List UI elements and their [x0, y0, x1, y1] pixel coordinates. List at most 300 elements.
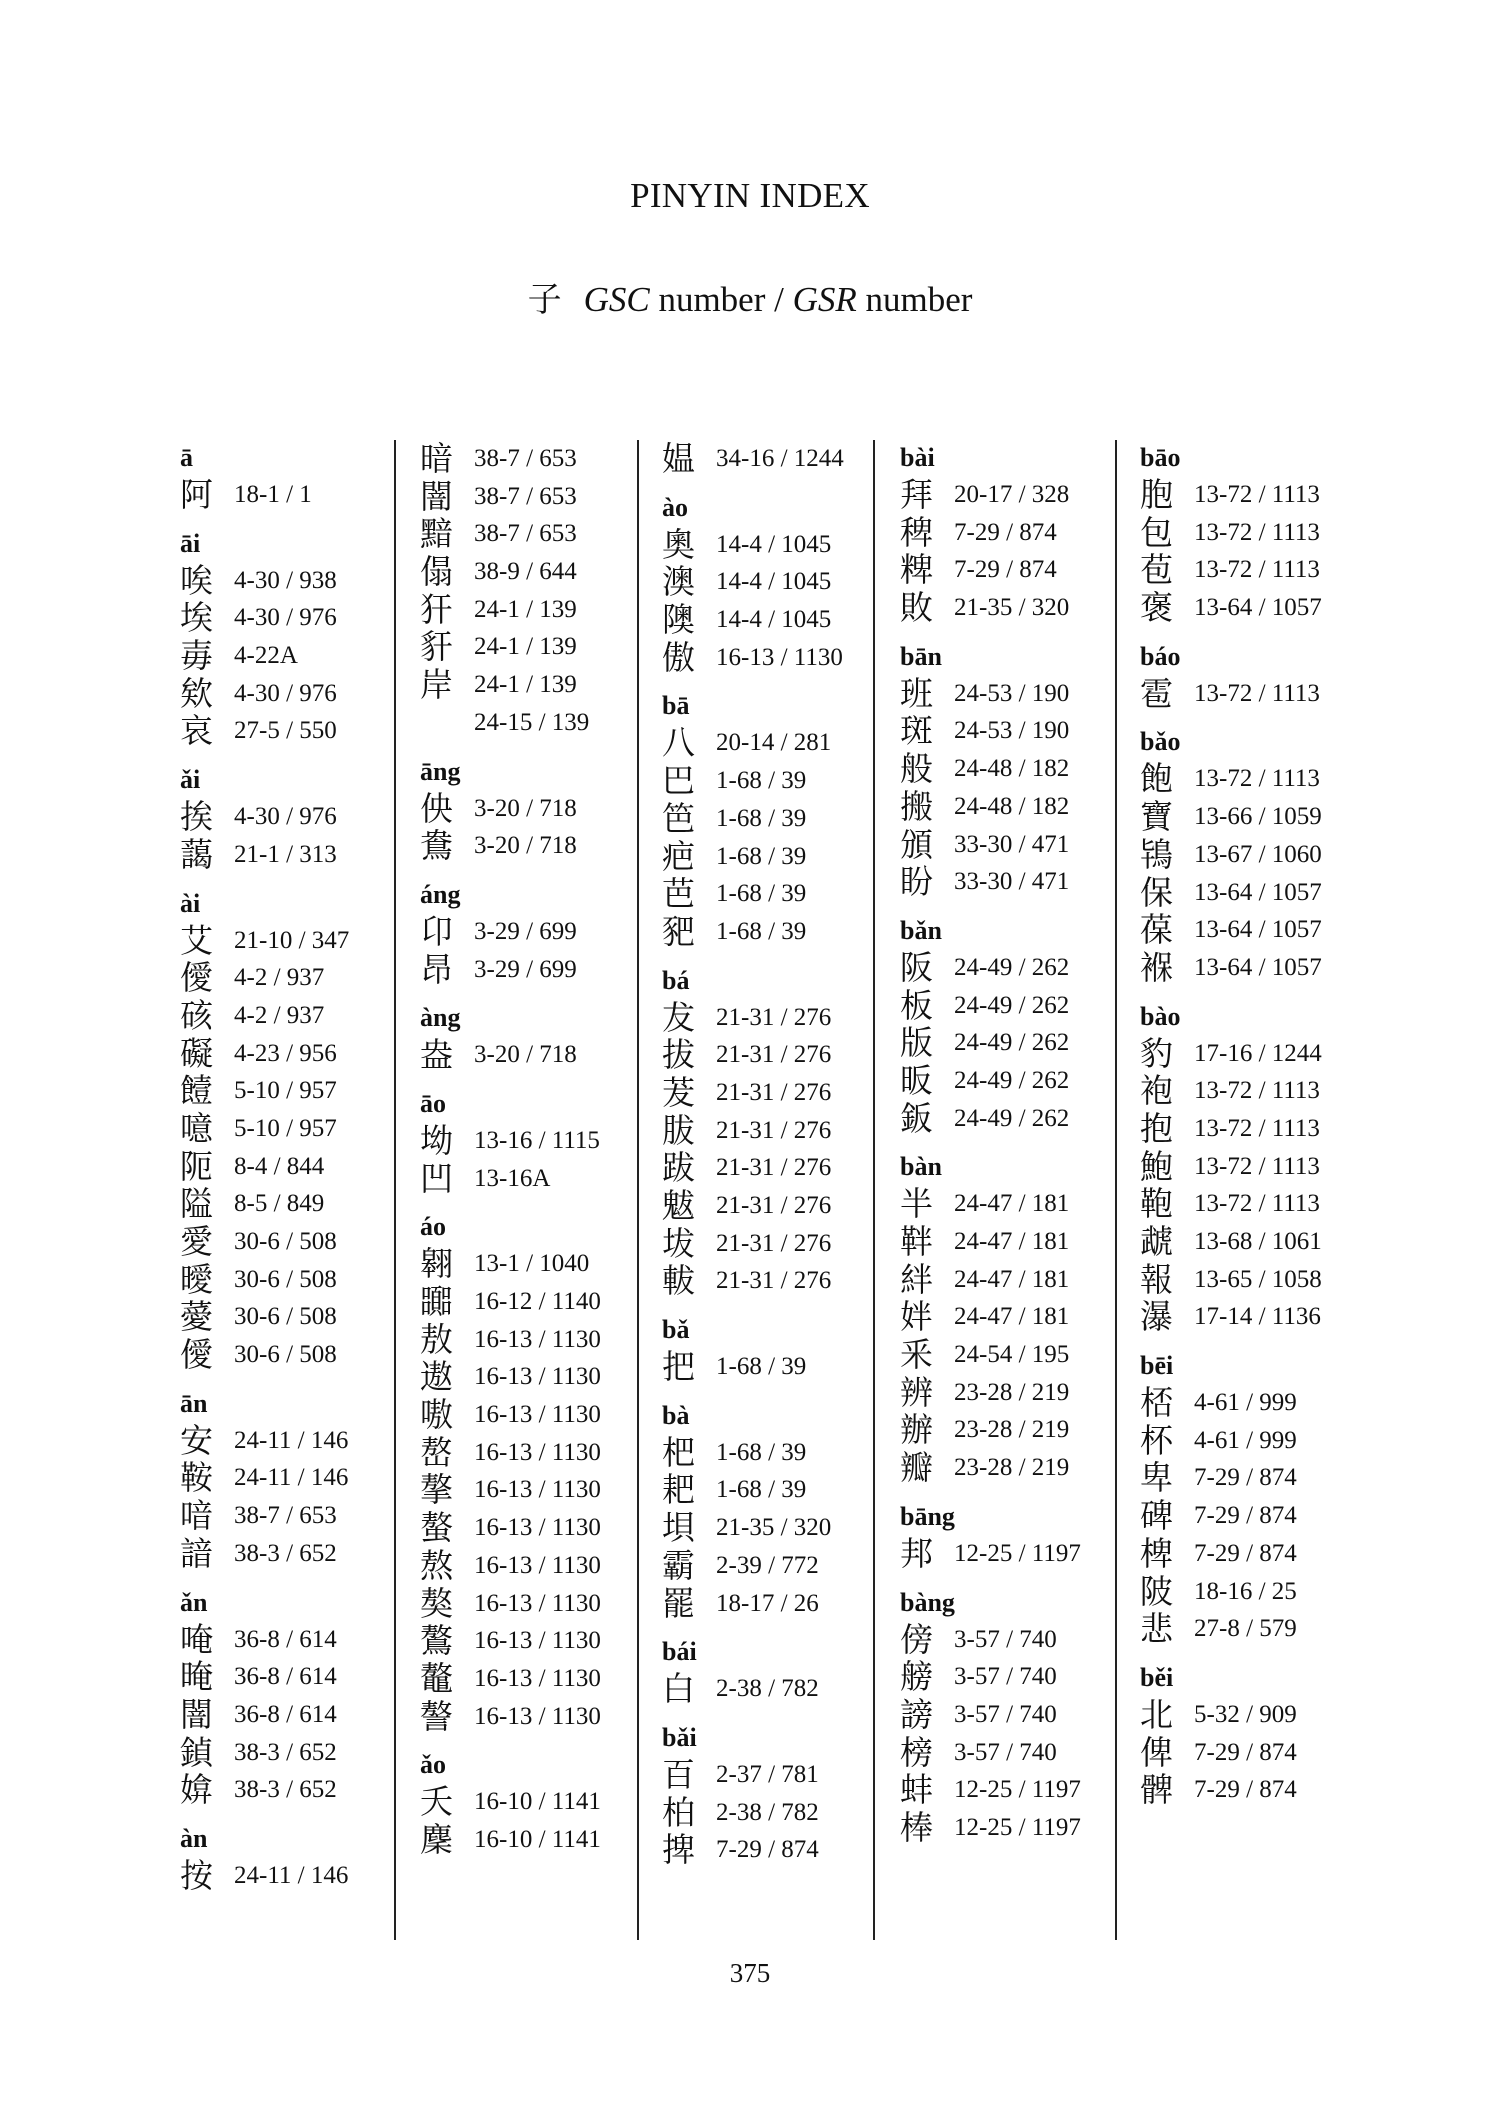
- gsc-gsr-reference: 13-72 / 1113: [1194, 1114, 1320, 1142]
- gsc-gsr-reference: 24-11 / 146: [234, 1464, 349, 1492]
- gsc-gsr-reference: 38-3 / 652: [234, 1738, 337, 1766]
- gsc-gsr-reference: 38-7 / 653: [474, 520, 577, 548]
- index-entry: [1140, 1148, 1360, 1186]
- index-entry: [1140, 476, 1360, 514]
- index-entry: [1140, 1696, 1360, 1734]
- gsc-gsr-reference: 24-47 / 181: [954, 1190, 1070, 1218]
- index-entry: [662, 440, 872, 478]
- index-entry: [900, 1062, 1110, 1100]
- pinyin-heading: ǎn: [180, 1587, 208, 1617]
- gsc-gsr-reference: 2-37 / 781: [716, 1760, 819, 1788]
- gsc-gsr-reference: 4-30 / 976: [234, 679, 337, 707]
- index-entry: [662, 526, 872, 564]
- index-entry: [420, 1585, 630, 1623]
- index-entry: [420, 440, 630, 478]
- index-entry: [180, 1658, 390, 1696]
- gsr-label: GSR: [792, 280, 857, 319]
- character: 笆: [662, 798, 695, 838]
- index-entry: [420, 1471, 630, 1509]
- gsc-gsr-reference: 27-8 / 579: [1194, 1615, 1297, 1643]
- index-entry: [180, 997, 390, 1035]
- index-entry: [180, 1771, 390, 1809]
- index-entry: [420, 1821, 630, 1859]
- gsc-gsr-reference: 4-30 / 976: [234, 604, 337, 632]
- gsc-gsr-reference: 24-48 / 182: [954, 755, 1070, 783]
- pinyin-heading: āng: [420, 756, 461, 786]
- character: 白: [662, 1669, 695, 1709]
- pinyin-heading: bái: [662, 1637, 697, 1667]
- pinyin-heading: àng: [420, 1003, 461, 1033]
- character: 唵: [180, 1619, 213, 1659]
- gsc-gsr-reference: 23-28 / 219: [954, 1378, 1070, 1406]
- character: 杯: [1140, 1420, 1173, 1460]
- character: 報: [1140, 1259, 1173, 1299]
- pinyin-heading: āi: [180, 528, 201, 558]
- gsc-gsr-reference: 24-47 / 181: [954, 1265, 1070, 1293]
- index-entry: [1140, 911, 1360, 949]
- character: 藹: [180, 834, 213, 874]
- character: 拜: [900, 475, 933, 514]
- gsc-gsr-reference: 7-29 / 874: [1194, 1539, 1297, 1567]
- gsc-gsr-reference: 13-72 / 1113: [1194, 1152, 1320, 1180]
- index-entry: [420, 827, 630, 865]
- gsc-gsr-reference: 16-13 / 1130: [474, 1476, 601, 1504]
- character: 耙: [662, 1470, 695, 1510]
- character: 版: [900, 1023, 933, 1063]
- character: 傲: [662, 637, 695, 677]
- character: 傝: [420, 552, 453, 592]
- index-entry: [900, 1261, 1110, 1299]
- character: 饐: [180, 1071, 213, 1111]
- gsc-gsr-reference: 3-20 / 718: [474, 794, 577, 822]
- index-entry: [1140, 1459, 1360, 1497]
- index-entry: [420, 1783, 630, 1821]
- index-entry: [662, 1036, 872, 1074]
- character: 遨: [420, 1357, 453, 1397]
- character: 邦: [900, 1533, 933, 1573]
- gsc-gsr-reference: 33-30 / 471: [954, 868, 1070, 896]
- index-entry: [420, 1698, 630, 1736]
- index-column-5: [1140, 440, 1360, 1940]
- character: 曖: [180, 1259, 213, 1299]
- character: 奧: [662, 524, 695, 564]
- index-entry: [662, 800, 872, 838]
- gsc-gsr-reference: 4-2 / 937: [234, 964, 325, 992]
- character: 闇: [180, 1694, 213, 1734]
- gsc-gsr-reference: 24-49 / 262: [954, 1066, 1070, 1094]
- pinyin-heading: àn: [180, 1823, 208, 1853]
- character: 垻: [662, 1508, 695, 1548]
- index-entry: [900, 1185, 1110, 1223]
- index-entry: [420, 1396, 630, 1434]
- character: 暗: [420, 439, 453, 478]
- index-entry: [1140, 760, 1360, 798]
- character: 敖: [420, 1319, 453, 1359]
- character: 按: [180, 1855, 213, 1895]
- gsc-gsr-reference: 24-49 / 262: [954, 1104, 1070, 1132]
- character: 僾: [180, 958, 213, 998]
- character: 欸: [180, 673, 213, 713]
- character: 艾: [180, 920, 213, 960]
- pinyin-heading: bài: [900, 443, 935, 472]
- index-entry: [180, 922, 390, 960]
- index-entry: [420, 1283, 630, 1321]
- gsc-gsr-reference: 14-4 / 1045: [716, 530, 832, 558]
- index-entry: [420, 1358, 630, 1396]
- gsc-gsr-reference: 21-31 / 276: [716, 1192, 832, 1219]
- character: 釆: [900, 1335, 933, 1375]
- index-entry: [900, 987, 1110, 1025]
- character: 凹: [420, 1158, 453, 1198]
- index-entry: [1140, 1422, 1360, 1460]
- index-entry: [662, 838, 872, 876]
- gsc-gsr-reference: 24-47 / 181: [954, 1228, 1070, 1255]
- gsc-gsr-reference: 30-6 / 508: [234, 1303, 337, 1331]
- index-entry: [420, 1660, 630, 1698]
- character: 阿: [180, 475, 213, 514]
- index-column-1: [180, 440, 390, 1940]
- gsc-gsr-reference: 24-1 / 139: [474, 633, 577, 661]
- character: 鼇: [420, 1658, 453, 1698]
- pinyin-heading: bā: [662, 691, 690, 721]
- gsc-gsr-reference: 16-13 / 1130: [474, 1363, 601, 1391]
- index-entry: [1140, 1035, 1360, 1073]
- index-entry: [1140, 949, 1360, 987]
- pinyin-heading: báo: [1140, 641, 1181, 671]
- gsc-gsr-reference: 24-48 / 182: [954, 792, 1070, 820]
- gsc-gsr-reference: 21-31 / 276: [716, 1229, 832, 1257]
- gsc-gsr-reference: 13-16 / 1115: [474, 1126, 600, 1154]
- character: 嚻: [420, 1282, 453, 1321]
- gsc-gsr-reference: 16-13 / 1130: [716, 643, 843, 671]
- pinyin-heading: ài: [180, 888, 201, 918]
- gsc-gsr-reference: 21-1 / 313: [234, 840, 337, 868]
- gsc-gsr-reference: 12-25 / 1197: [954, 1813, 1081, 1841]
- index-entry: [1140, 514, 1360, 552]
- index-entry: [662, 1509, 872, 1547]
- character: 姅: [900, 1297, 933, 1337]
- character: 抱: [1140, 1108, 1173, 1148]
- index-entry: [662, 875, 872, 913]
- gsc-gsr-reference: 34-16 / 1244: [716, 445, 844, 472]
- key-character: 子: [527, 280, 562, 320]
- index-entry: [662, 1187, 872, 1225]
- character: 芭: [662, 874, 695, 914]
- character: 杷: [662, 1432, 695, 1472]
- gsc-gsr-reference: 14-4 / 1045: [716, 606, 832, 634]
- character: 靽: [900, 1222, 933, 1261]
- index-entry: [900, 1100, 1110, 1138]
- character: 碑: [1140, 1496, 1173, 1536]
- gsc-gsr-reference: 2-39 / 772: [716, 1551, 819, 1579]
- pinyin-heading: áo: [420, 1212, 446, 1242]
- index-entry: [420, 1245, 630, 1283]
- gsc-gsr-reference: 4-61 / 999: [1194, 1389, 1297, 1417]
- gsc-gsr-reference: 27-5 / 550: [234, 717, 337, 745]
- index-entry: [420, 478, 630, 516]
- gsc-gsr-reference: 21-31 / 276: [716, 1116, 832, 1144]
- index-entry: [420, 790, 630, 828]
- character: 陂: [1140, 1571, 1173, 1611]
- gsc-gsr-reference: 16-13 / 1130: [474, 1438, 601, 1466]
- pinyin-heading: bà: [662, 1400, 690, 1430]
- index-entry: [662, 1471, 872, 1509]
- character: 犮: [662, 997, 695, 1037]
- index-entry: [662, 1547, 872, 1585]
- pinyin-heading: ǎo: [420, 1750, 446, 1780]
- character: 摮: [420, 1470, 453, 1510]
- character: 隘: [180, 1184, 213, 1224]
- gsc-gsr-reference: 16-13 / 1130: [474, 1702, 601, 1730]
- page-number: 375: [729, 1958, 771, 1988]
- gsc-gsr-reference: 13-67 / 1060: [1194, 840, 1322, 868]
- index-entry: [420, 666, 630, 704]
- character: 安: [180, 1420, 213, 1460]
- character: 隩: [662, 600, 695, 640]
- gsc-gsr-reference: 36-8 / 614: [234, 1700, 337, 1728]
- gsc-gsr-reference: 16-13 / 1130: [474, 1514, 601, 1542]
- character: 坺: [662, 1223, 695, 1263]
- number-label-2: number: [856, 280, 973, 319]
- character: 悲: [1140, 1609, 1173, 1649]
- index-entry: [1140, 798, 1360, 836]
- index-entry: [180, 1148, 390, 1186]
- character: 鴇: [1140, 834, 1173, 874]
- gsc-gsr-reference: 4-61 / 999: [1194, 1426, 1297, 1454]
- index-entry: [900, 1809, 1110, 1847]
- index-entry: [662, 913, 872, 951]
- gsc-gsr-reference: 5-10 / 957: [234, 1114, 337, 1142]
- character: 茇: [662, 1072, 695, 1112]
- character: 瓣: [900, 1448, 933, 1488]
- character: 袍: [1140, 1071, 1173, 1111]
- index-entry: [420, 553, 630, 591]
- gsc-gsr-reference: 16-13 / 1130: [474, 1589, 601, 1617]
- character: 阪: [900, 947, 933, 987]
- gsc-gsr-reference: 2-38 / 782: [716, 1798, 819, 1826]
- gsc-gsr-reference: 24-11 / 146: [234, 1426, 349, 1454]
- character: 北: [1140, 1694, 1173, 1734]
- gsc-gsr-reference: 13-64 / 1057: [1194, 953, 1322, 981]
- pinyin-heading: áng: [420, 879, 461, 909]
- index-entry: [900, 863, 1110, 901]
- index-entry: [180, 1072, 390, 1110]
- character: 罷: [662, 1583, 695, 1623]
- character: 板: [900, 985, 933, 1025]
- character: 八: [662, 723, 695, 763]
- gsc-gsr-reference: 21-35 / 320: [954, 594, 1070, 622]
- column-divider: [1115, 440, 1117, 1940]
- pinyin-heading: bān: [900, 641, 942, 671]
- index-entry: [1140, 1072, 1360, 1110]
- pinyin-heading: bá: [662, 965, 690, 995]
- character: 阨: [180, 1146, 213, 1186]
- index-entry: [900, 1298, 1110, 1336]
- index-entry: [900, 551, 1110, 589]
- gsc-gsr-reference: 16-13 / 1130: [474, 1325, 601, 1353]
- index-entry: [180, 1185, 390, 1223]
- character: 僾: [180, 1335, 213, 1375]
- character: 嶅: [420, 1432, 453, 1472]
- gsc-gsr-reference: 24-54 / 195: [954, 1341, 1070, 1369]
- index-entry: [420, 628, 630, 666]
- character: 螯: [420, 1508, 453, 1548]
- index-entry: [662, 724, 872, 762]
- gsc-gsr-reference: 21-10 / 347: [234, 926, 350, 954]
- gsc-gsr-reference: 5-32 / 909: [1194, 1700, 1297, 1728]
- character: 盼: [900, 862, 933, 902]
- gsc-gsr-reference: 1-68 / 39: [716, 1476, 807, 1504]
- gsc-gsr-reference: 4-30 / 976: [234, 803, 337, 831]
- index-entry: [1140, 551, 1360, 589]
- character: 豹: [1140, 1033, 1173, 1073]
- character: 嗷: [420, 1395, 453, 1435]
- index-entry: [662, 1074, 872, 1112]
- index-entry: [180, 476, 390, 514]
- index-entry: [180, 1734, 390, 1772]
- gsc-gsr-reference: 38-7 / 653: [474, 445, 577, 472]
- gsc-gsr-reference: 30-6 / 508: [234, 1228, 337, 1255]
- gsc-gsr-reference: 20-17 / 328: [954, 481, 1070, 508]
- character: 澳: [662, 562, 695, 602]
- gsc-gsr-reference: 17-14 / 1136: [1194, 1303, 1321, 1331]
- gsc-gsr-reference: 3-29 / 699: [474, 955, 577, 983]
- gsc-gsr-reference: 13-72 / 1113: [1194, 1077, 1320, 1105]
- index-entry: [900, 826, 1110, 864]
- index-entry: [900, 788, 1110, 826]
- character: 晻: [180, 1657, 213, 1697]
- character: 寶: [1140, 797, 1173, 837]
- gsc-gsr-reference: 13-66 / 1059: [1194, 803, 1322, 831]
- gsc-gsr-reference: 36-8 / 614: [234, 1663, 337, 1691]
- character: 辨: [900, 1372, 933, 1412]
- character: 犴: [420, 589, 453, 629]
- index-entry: [900, 514, 1110, 552]
- gsc-gsr-reference: 7-29 / 874: [716, 1836, 819, 1864]
- character: 唉: [180, 560, 213, 600]
- character: 稗: [900, 512, 933, 552]
- character: 翱: [420, 1244, 453, 1284]
- index-entry: [1140, 1610, 1360, 1648]
- index-entry: [900, 1223, 1110, 1261]
- index-entry: [900, 712, 1110, 750]
- index-entry: [420, 1434, 630, 1472]
- pinyin-heading: bàng: [900, 1587, 955, 1617]
- gsc-gsr-reference: 23-28 / 219: [954, 1454, 1070, 1482]
- index-entry: [180, 836, 390, 874]
- index-entry: [662, 639, 872, 677]
- gsc-gsr-reference: 13-72 / 1113: [1194, 556, 1320, 584]
- gsc-gsr-reference: 12-25 / 1197: [954, 1776, 1081, 1804]
- character: 鈑: [900, 1098, 933, 1138]
- gsc-gsr-reference: 17-16 / 1244: [1194, 1039, 1322, 1067]
- index-entry: [180, 959, 390, 997]
- index-entry: [900, 675, 1110, 713]
- gsc-gsr-reference: 24-49 / 262: [954, 991, 1070, 1019]
- character: 挨: [180, 797, 213, 837]
- gsc-gsr-reference: 1-68 / 39: [716, 917, 807, 945]
- gsc-gsr-reference: 7-29 / 874: [1194, 1464, 1297, 1492]
- gsc-gsr-reference: 3-57 / 740: [954, 1625, 1057, 1653]
- character: 豻: [420, 627, 453, 667]
- gsc-gsr-reference: 1-68 / 39: [716, 842, 807, 870]
- gsc-gsr-reference: 24-1 / 139: [474, 671, 577, 699]
- number-label-1: number /: [649, 280, 793, 319]
- gsc-gsr-reference: 13-64 / 1057: [1194, 916, 1322, 944]
- index-entry: [420, 591, 630, 629]
- character: 飽: [1140, 759, 1173, 799]
- character: 把: [662, 1347, 695, 1387]
- gsc-gsr-reference: 21-31 / 276: [716, 1267, 832, 1295]
- character: 礙: [180, 1033, 213, 1073]
- character: 疤: [662, 836, 695, 876]
- index-entry: [662, 1225, 872, 1263]
- index-entry: [180, 1336, 390, 1374]
- character: 拔: [662, 1035, 695, 1075]
- index-entry: [180, 1422, 390, 1460]
- character: 霸: [662, 1545, 695, 1585]
- pinyin-heading: bàn: [900, 1152, 942, 1182]
- gsc-gsr-reference: 5-10 / 957: [234, 1077, 337, 1105]
- index-entry: [900, 949, 1110, 987]
- index-entry: [1140, 1573, 1360, 1611]
- character: 豝: [662, 911, 695, 951]
- index-entry: [662, 762, 872, 800]
- index-entry: [662, 1831, 872, 1869]
- gsc-gsr-reference: 8-5 / 849: [234, 1190, 325, 1218]
- gsc-gsr-reference: 13-72 / 1113: [1194, 679, 1320, 707]
- gsc-gsr-reference: 38-3 / 652: [234, 1539, 337, 1567]
- character: 硋: [180, 995, 213, 1035]
- index-entry: [1140, 1110, 1360, 1148]
- gsc-gsr-reference: 7-29 / 874: [954, 518, 1057, 546]
- index-entry: [662, 1670, 872, 1708]
- index-column-4: [900, 440, 1110, 1940]
- index-entry: [662, 1434, 872, 1472]
- index-entry: [900, 589, 1110, 627]
- index-entry: [180, 1497, 390, 1535]
- gsc-gsr-reference: 13-72 / 1113: [1194, 765, 1320, 793]
- character: 愛: [180, 1222, 213, 1261]
- character: 薆: [180, 1297, 213, 1337]
- index-entry: [420, 1622, 630, 1660]
- character: 絆: [900, 1259, 933, 1299]
- index-entry: [662, 1756, 872, 1794]
- gsc-gsr-reference: 21-31 / 276: [716, 1154, 832, 1182]
- gsc-gsr-reference: 4-2 / 937: [234, 1001, 325, 1029]
- character: 闇: [420, 476, 453, 516]
- index-entry: [900, 1374, 1110, 1412]
- character: 謗: [900, 1694, 933, 1734]
- character: 捭: [662, 1830, 695, 1870]
- index-entry: [900, 1449, 1110, 1487]
- index-entry: [420, 1547, 630, 1585]
- character: 敗: [900, 588, 933, 628]
- index-entry: [180, 599, 390, 637]
- index-entry: [1140, 1384, 1360, 1422]
- pinyin-heading: bǎo: [1140, 727, 1181, 757]
- gsc-gsr-reference: 24-47 / 181: [954, 1303, 1070, 1331]
- character: 頒: [900, 824, 933, 864]
- index-entry: [180, 1298, 390, 1336]
- pinyin-heading: ā: [180, 443, 193, 472]
- gsc-gsr-reference: 24-49 / 262: [954, 1029, 1070, 1057]
- character: 雹: [1140, 673, 1173, 713]
- gsc-gsr-reference: 7-29 / 874: [954, 556, 1057, 584]
- character: 卑: [1140, 1458, 1173, 1498]
- character: 虣: [1140, 1222, 1173, 1261]
- index-entry: [1140, 1734, 1360, 1772]
